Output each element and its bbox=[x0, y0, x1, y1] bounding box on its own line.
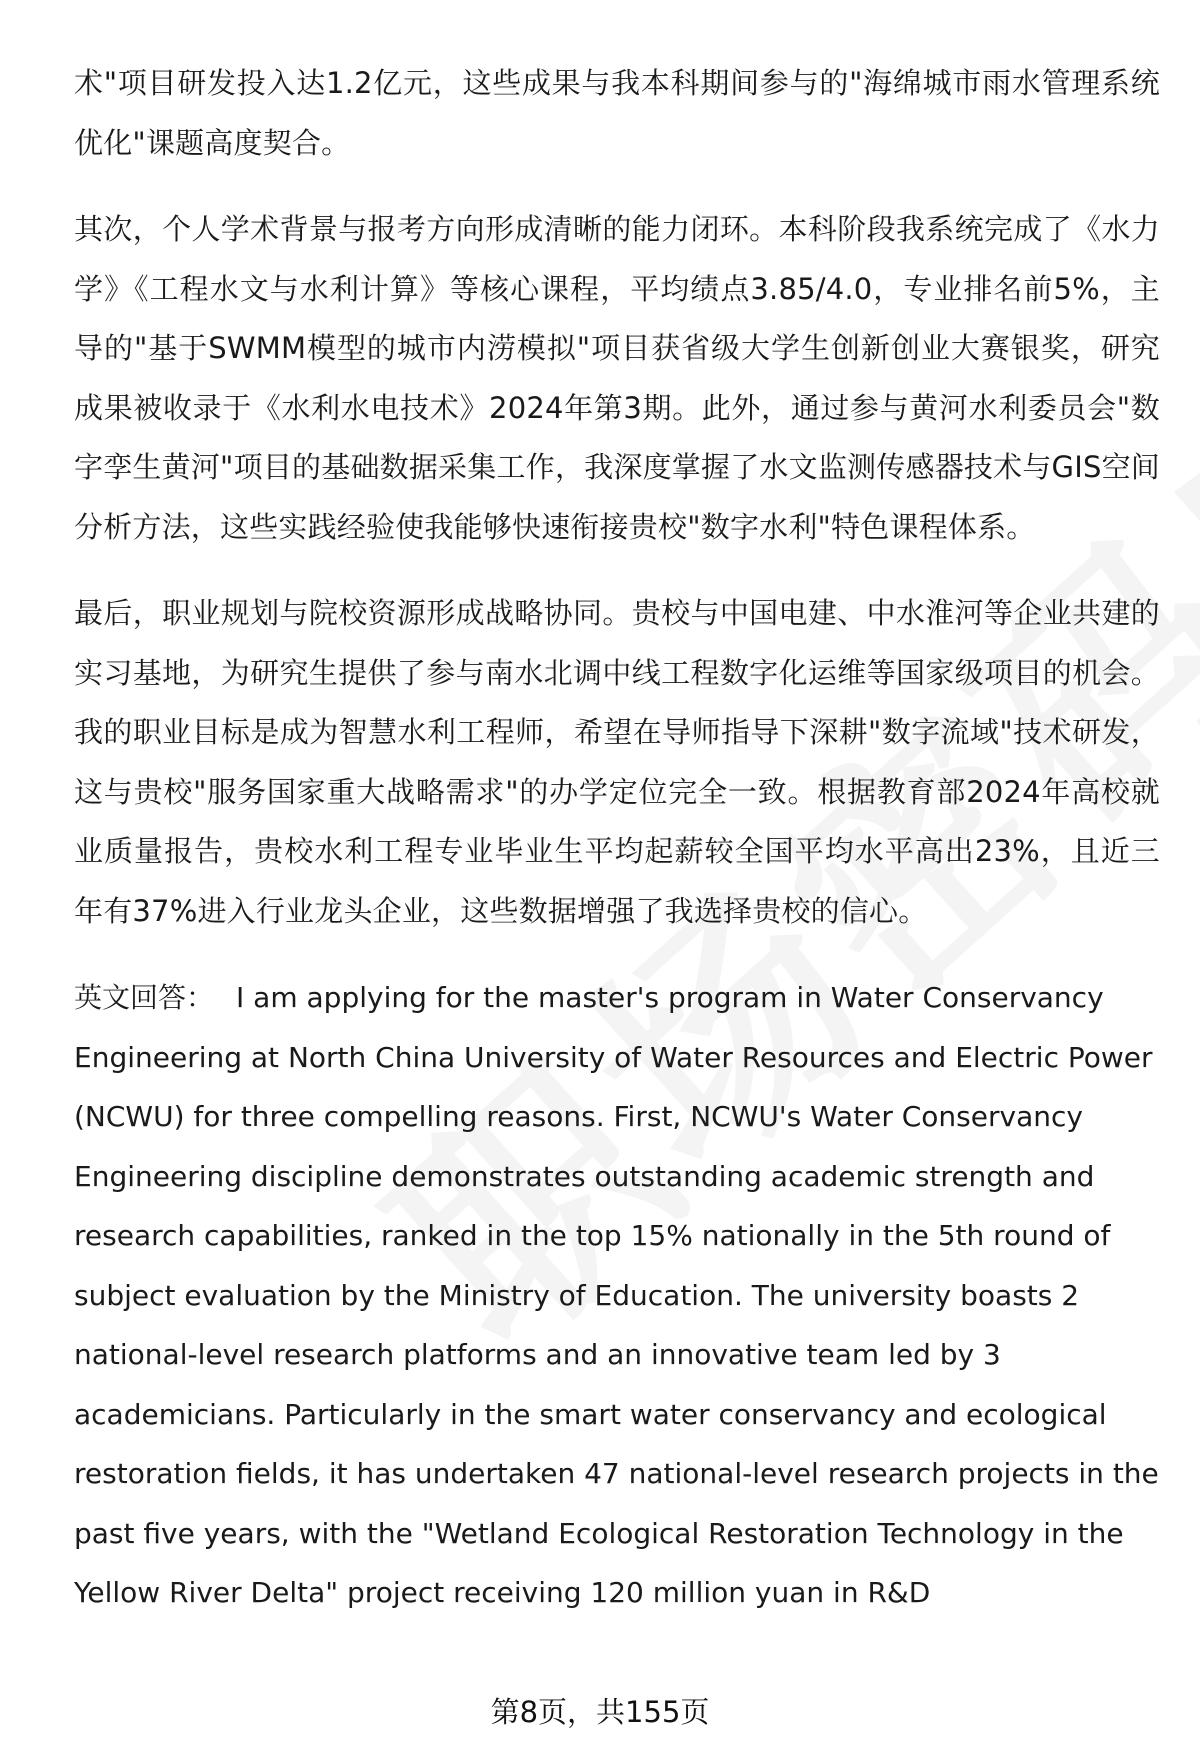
english-answer-text: I am applying for the master's program in Water Conservancy Engineering at North China University of Water Resources and Electric Power (NCWU) for three compelling reasons. First, NCWU's Water Conservancy Engineering discipline demonstrates outstanding academic strength and research capabilities, ranked in the top 15% nationally in the 5th round of subject evaluation by the Ministry of Education. The university boasts 2 national-level research platforms and an innovative team led by 3 academicians. Particularly in the smart water conservancy and ecological restoration fields, it has undertaken 47 national-level research projects in the past five years, with the "Wetland Ecological Restoration Technology in the Yellow River Delta" project receiving 120 million yuan in R&D bbox=[74, 981, 1159, 1609]
english-answer-label: 英文回答： bbox=[74, 981, 215, 1014]
page-number-footer: 第8页，共155页 bbox=[490, 1695, 710, 1729]
document-body bbox=[74, 54, 1160, 1650]
paragraph-academic-background: 其次，个人学术背景与报考方向形成清晰的能力闭环。本科阶段我系统完成了《水力学》《工程水文与水利计算》等核心课程，平均绩点3.85/4.0，专业排名前5%，主导的"基于SWMM模型的城市内涝模拟"项目获省级大学生创新创业大赛银奖，研究成果被收录于《水利水电技术》2024年第3期。此外，通过参与黄河水利委员会"数字孪生黄河"项目的基础数据采集工作，我深度掌握了水文监测传感器技术与GIS空间分析方法，这些实践经验使我能够快速衔接贵校"数字水利"特色课程体系。 bbox=[74, 212, 1160, 544]
paragraph-continuation: 术"项目研发投入达1.2亿元，这些成果与我本科期间参与的"海绵城市雨水管理系统优化"课题高度契合。 bbox=[74, 66, 1160, 160]
paragraph-career-plan: 最后，职业规划与院校资源形成战略协同。贵校与中国电建、中水淮河等企业共建的实习基地，为研究生提供了参与南水北调中线工程数字化运维等国家级项目的机会。我的职业目标是成为智慧水利工程师，希望在导师指导下深耕"数字流域"技术研发，这与贵校"服务国家重大战略需求"的办学定位完全一致。根据教育部2024年高校就业质量报告，贵校水利工程专业毕业生平均起薪较全国平均水平高出23%，且近三年有37%进入行业龙头企业，这些数据增强了我选择贵校的信心。 bbox=[74, 596, 1160, 928]
paragraph-english-answer bbox=[74, 968, 1160, 1623]
